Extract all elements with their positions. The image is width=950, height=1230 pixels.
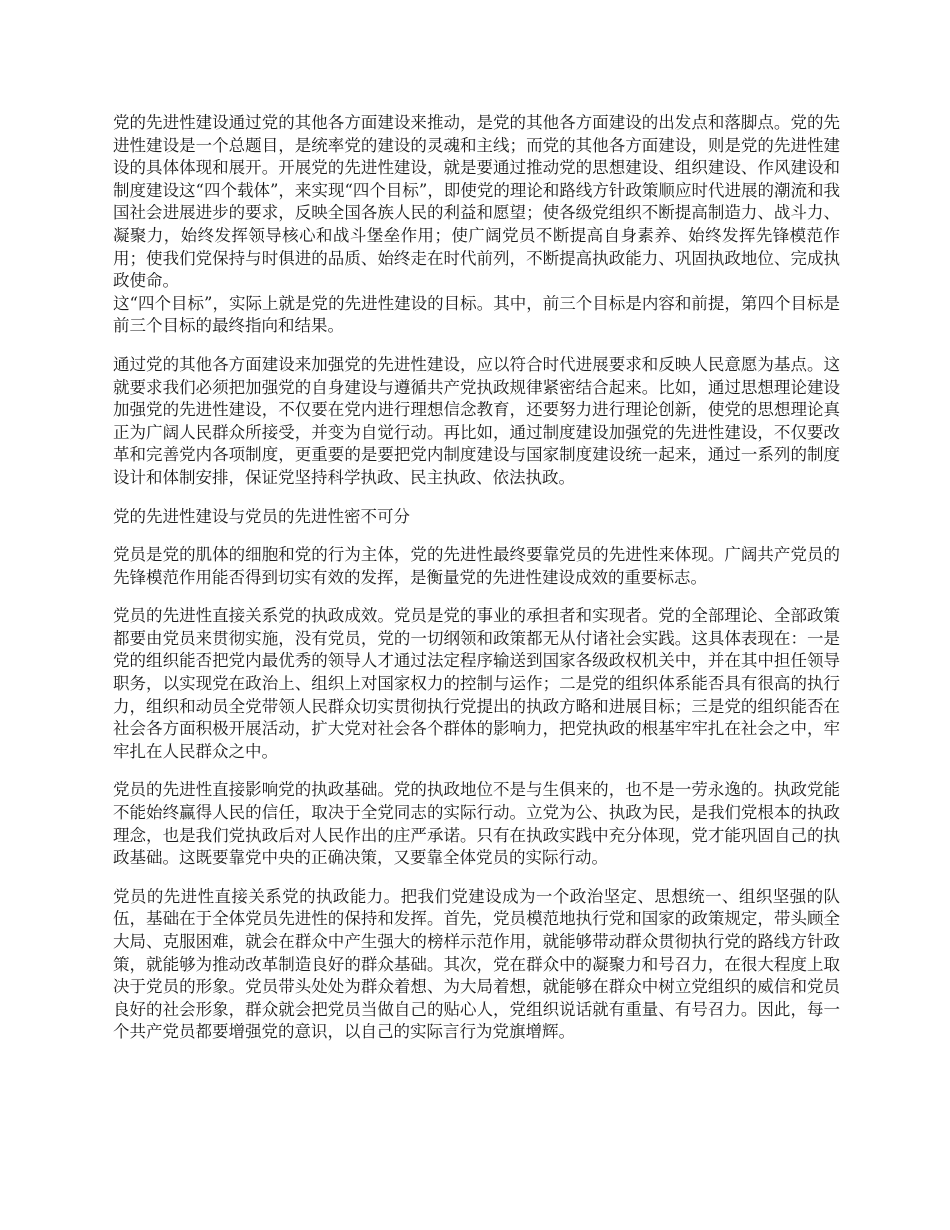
paragraph-2: 通过党的其他各方面建设来加强党的先进性建设，应以符合时代进展要求和反映人民意愿为基点。这就要求我们必须把加强党的自身建设与遵循共产党执政规律紧密结合起来。比如，通过思想理论建设加强党的先进性建设，不仅要在党内进行理想信念教育，还要努力进行理论创新，使党的思想理论真正为广阔人民群众所接受，并变为自觉行动。再比如，通过制度建设加强党的先进性建设，不仅要改革和完善党内各项制度，更重要的是要把党内制度建设与国家制度建设统一起来，通过一系列的制度设计和体制安排，保证党坚持科学执政、民主执政、依法执政。 bbox=[113, 354, 840, 487]
paragraph-5: 党员的先进性直接影响党的执政基础。党的执政地位不是与生俱来的，也不是一劳永逸的。执政党能不能始终赢得人民的信任，取决于全党同志的实际行动。立党为公、执政为民，是我们党根本的执政理念，也是我们党执政后对人民作出的庄严承诺。只有在执政实践中充分体现，党才能巩固自己的执政基础。这既要靠党中央的正确决策，又要靠全体党员的实际行动。 bbox=[113, 780, 840, 868]
document-body bbox=[113, 112, 840, 1060]
paragraph-4: 党员的先进性直接关系党的执政成效。党员是党的事业的承担者和实现者。党的全部理论、全部政策都要由党员来贯彻实施，没有党员，党的一切纲领和政策都无从付诸社会实践。这具体表现在：一是党的组织能否把党内最优秀的领导人才通过法定程序输送到国家各级政权机关中，并在其中担任领导职务，以实现党在政治上、组织上对国家权力的控制与运作；二是党的组织体系能否具有很高的执行力，组织和动员全党带领人民群众切实贯彻执行党提出的执政方略和进展目标；三是党的组织能否在社会各方面积极开展活动，扩大党对社会各个群体的影响力，把党执政的根基牢牢扎在社会之中，牢牢扎在人民群众之中。 bbox=[113, 606, 840, 761]
paragraph-3: 党员是党的肌体的细胞和党的行为主体，党的先进性最终要靠党员的先进性来体现。广阔共产党员的先锋模范作用能否得到切实有效的发挥，是衡量党的先进性建设成效的重要标志。 bbox=[113, 545, 840, 587]
section-heading: 党的先进性建设与党员的先进性密不可分 bbox=[113, 506, 410, 526]
paragraph-6: 党员的先进性直接关系党的执政能力。把我们党建设成为一个政治坚定、思想统一、组织坚强的队伍，基础在于全体党员先进性的保持和发挥。首先，党员模范地执行党和国家的政策规定，带头顾全大局、克服困难，就会在群众中产生强大的榜样示范作用，就能够带动群众贯彻执行党的路线方针政策，就能够为推动改革制造良好的群众基础。其次，党在群众中的凝聚力和号召力，在很大程度上取决于党员的形象。党员带头处处为群众着想、为大局着想，就能够在群众中树立党组织的威信和党员良好的社会形象，群众就会把党员当做自己的贴心人，党组织说话就有重量、有号召力。因此，每一个共产党员都要增强党的意识，以自己的实际言行为党旗增辉。 bbox=[113, 886, 840, 1042]
paragraph-1: 党的先进性建设通过党的其他各方面建设来推动，是党的其他各方面建设的出发点和落脚点。党的先进性建设是一个总题目，是统率党的建设的灵魂和主线；而党的其他各方面建设，则是党的先进性建设的具体体现和展开。开展党的先进性建设，就是要通过推动党的思想建设、组织建设、作风建设和制度建设这“四个载体”，来实现“四个目标”，即使党的理论和路线方针政策顺应时代进展的潮流和我国社会进展进步的要求，反映全国各族人民的利益和愿望；使各级党组织不断提高制造力、战斗力、凝聚力，始终发挥领导核心和战斗堡垒作用；使广阔党员不断提高自身素养、始终发挥先锋模范作用；使我们党保持与时俱进的品质、始终走在时代前列，不断提高执政能力、巩固执政地位、完成执政使命。 这“四个目标”，实际上就是党的先进性建设的目标。其中，前三个目标是内容和前提，第四个目标是前三个目标的最终指向和结果。 bbox=[113, 113, 840, 336]
